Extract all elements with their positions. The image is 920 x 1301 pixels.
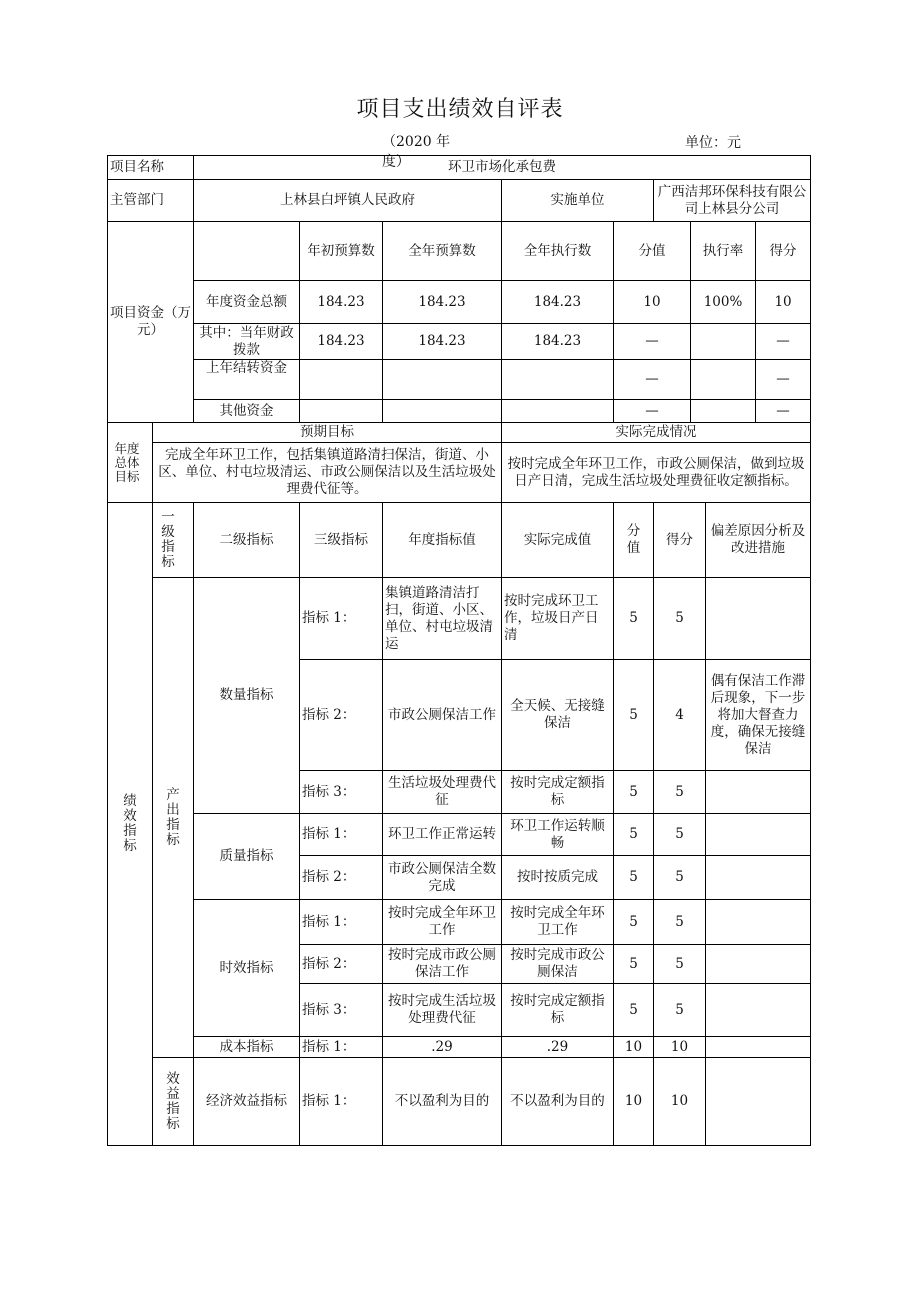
output-indicator-label: 产出指标 <box>153 578 194 1058</box>
funds-cell: 184.23 <box>502 324 614 360</box>
department-label: 主管部门 <box>108 180 194 222</box>
funds-row-label: 其中：当年财政拨款 <box>194 324 300 360</box>
department-value: 上林县白坪镇人民政府 <box>194 180 502 222</box>
deviation <box>706 856 811 900</box>
funds-cell: 184.23 <box>502 281 614 324</box>
score: 5 <box>654 771 706 814</box>
indicator-label: 指标 1： <box>300 578 383 660</box>
funds-cell <box>300 360 383 400</box>
header-level1: 一级指标 <box>153 503 194 578</box>
deviation <box>706 984 811 1037</box>
funds-cell <box>383 400 502 423</box>
indicator-label: 指标 1： <box>300 900 383 945</box>
year-label: （2020 年度） <box>382 134 451 170</box>
header-deviation: 偏差原因分析及改进措施 <box>706 503 811 578</box>
funds-cell: — <box>756 324 811 360</box>
indicator-label: 指标 3： <box>300 984 383 1037</box>
actual-value: 按时完成全年环卫工作 <box>502 900 614 945</box>
page-title: 项目支出绩效自评表 <box>356 97 564 122</box>
header-level3: 三级指标 <box>300 503 383 578</box>
funds-section-label: 项目资金（万元） <box>108 222 194 423</box>
annual-goal-label: 年度总体目标 <box>108 423 153 503</box>
target-header: 预期目标 <box>153 423 502 443</box>
funds-header-annual: 全年预算数 <box>383 222 502 281</box>
funds-cell: — <box>614 360 691 400</box>
funds-header-initial: 年初预算数 <box>300 222 383 281</box>
funds-cell: 10 <box>756 281 811 324</box>
actual-value: 按时完成定额指标 <box>502 984 614 1037</box>
funds-cell: 184.23 <box>383 281 502 324</box>
funds-cell: — <box>756 360 811 400</box>
annual-value: 市政公厕保洁全数完成 <box>383 856 502 900</box>
funds-header-score-value: 分值 <box>614 222 691 281</box>
annual-value: 市政公厕保洁工作 <box>383 660 502 771</box>
performance-label: 绩效指标 <box>108 503 153 1146</box>
annual-value: 不以盈利为目的 <box>383 1058 502 1146</box>
quantity-indicator-label: 数量指标 <box>194 578 300 814</box>
funds-row-label: 上年结转资金 <box>194 360 300 400</box>
funds-cell <box>502 400 614 423</box>
deviation <box>706 578 811 660</box>
annual-value: 集镇道路清洁打扫，街道、小区、单位、村屯垃圾清运 <box>383 578 502 660</box>
funds-cell <box>691 324 756 360</box>
funds-header-score: 得分 <box>756 222 811 281</box>
benefit-indicator-label: 效益指标 <box>153 1058 194 1146</box>
funds-cell: — <box>756 400 811 423</box>
indicator-label: 指标 1： <box>300 1058 383 1146</box>
funds-cell: 184.23 <box>300 324 383 360</box>
evaluation-table <box>107 155 811 1146</box>
annual-value: 环卫工作正常运转 <box>383 814 502 856</box>
indicator-label: 指标 3： <box>300 771 383 814</box>
deviation <box>706 900 811 945</box>
indicator-label: 指标 1： <box>300 814 383 856</box>
actual-header: 实际完成情况 <box>502 423 811 443</box>
score-value: 5 <box>614 814 654 856</box>
indicator-label: 指标 1： <box>300 1037 383 1058</box>
funds-cell: 184.23 <box>300 281 383 324</box>
score-value: 5 <box>614 900 654 945</box>
economic-indicator-label: 经济效益指标 <box>194 1058 300 1146</box>
annual-value: 生活垃圾处理费代征 <box>383 771 502 814</box>
funds-cell <box>691 360 756 400</box>
score: 5 <box>654 814 706 856</box>
deviation <box>706 945 811 984</box>
score: 10 <box>654 1058 706 1146</box>
funds-header-rate: 执行率 <box>691 222 756 281</box>
actual-value: 全天候、无接缝保洁 <box>502 660 614 771</box>
header-score-value: 分值 <box>614 503 654 578</box>
actual-value: 按时按质完成 <box>502 856 614 900</box>
score: 5 <box>654 984 706 1037</box>
cost-indicator-label: 成本指标 <box>194 1037 300 1058</box>
actual-value: 按时完成定额指标 <box>502 771 614 814</box>
score-value: 5 <box>614 856 654 900</box>
funds-cell: — <box>614 400 691 423</box>
actual-value: .29 <box>502 1037 614 1058</box>
funds-row-label: 其他资金 <box>194 400 300 423</box>
funds-cell <box>300 400 383 423</box>
indicator-label: 指标 2： <box>300 660 383 771</box>
deviation: 偶有保洁工作滞后现象，下一步将加大督查力度，确保无接缝保洁 <box>706 660 811 771</box>
funds-row-label: 年度资金总额 <box>194 281 300 324</box>
header-annual-value: 年度指标值 <box>383 503 502 578</box>
unit-label: 单位：元 <box>685 135 741 151</box>
funds-cell <box>383 360 502 400</box>
score: 4 <box>654 660 706 771</box>
header-level2: 二级指标 <box>194 503 300 578</box>
score-value: 10 <box>614 1058 654 1146</box>
time-indicator-label: 时效指标 <box>194 900 300 1037</box>
actual-value: 按时完成市政公厕保洁 <box>502 945 614 984</box>
annual-value: 按时完成全年环卫工作 <box>383 900 502 945</box>
score: 5 <box>654 856 706 900</box>
annual-value: 按时完成市政公厕保洁工作 <box>383 945 502 984</box>
score-value: 5 <box>614 578 654 660</box>
score: 5 <box>654 578 706 660</box>
deviation <box>706 771 811 814</box>
score-value: 5 <box>614 984 654 1037</box>
annual-value: .29 <box>383 1037 502 1058</box>
target-text: 完成全年环卫工作，包括集镇道路清扫保洁，街道、小区、单位、村屯垃圾清运、市政公厕保洁以及生活垃圾处理费代征等。 <box>153 443 502 503</box>
project-name-value: 环卫市场化承包费 <box>194 156 811 180</box>
funds-cell: — <box>614 324 691 360</box>
funds-cell: 184.23 <box>383 324 502 360</box>
funds-header-executed: 全年执行数 <box>502 222 614 281</box>
funds-header-blank <box>194 222 300 281</box>
deviation <box>706 1037 811 1058</box>
actual-value: 不以盈利为目的 <box>502 1058 614 1146</box>
funds-cell: 10 <box>614 281 691 324</box>
impl-unit-value: 广西洁邦环保科技有限公司上林县分公司 <box>654 180 811 222</box>
deviation <box>706 814 811 856</box>
score: 5 <box>654 900 706 945</box>
annual-value: 按时完成生活垃圾处理费代征 <box>383 984 502 1037</box>
score-value: 10 <box>614 1037 654 1058</box>
score-value: 5 <box>614 660 654 771</box>
impl-unit-label: 实施单位 <box>502 180 654 222</box>
header-actual-value: 实际完成值 <box>502 503 614 578</box>
quality-indicator-label: 质量指标 <box>194 814 300 900</box>
funds-cell <box>691 400 756 423</box>
score-value: 5 <box>614 945 654 984</box>
funds-cell: 100% <box>691 281 756 324</box>
actual-value: 环卫工作运转顺畅 <box>502 814 614 856</box>
project-name-label: 项目名称 <box>108 156 194 180</box>
indicator-label: 指标 2： <box>300 945 383 984</box>
deviation <box>706 1058 811 1146</box>
score-value: 5 <box>614 771 654 814</box>
score: 5 <box>654 945 706 984</box>
actual-value: 按时完成环卫工作，垃圾日产日清 <box>502 578 614 660</box>
funds-cell <box>502 360 614 400</box>
actual-text: 按时完成全年环卫工作，市政公厕保洁，做到垃圾日产日清，完成生活垃圾处理费征收定额指标。 <box>502 443 811 503</box>
indicator-label: 指标 2： <box>300 856 383 900</box>
header-score: 得分 <box>654 503 706 578</box>
score: 10 <box>654 1037 706 1058</box>
